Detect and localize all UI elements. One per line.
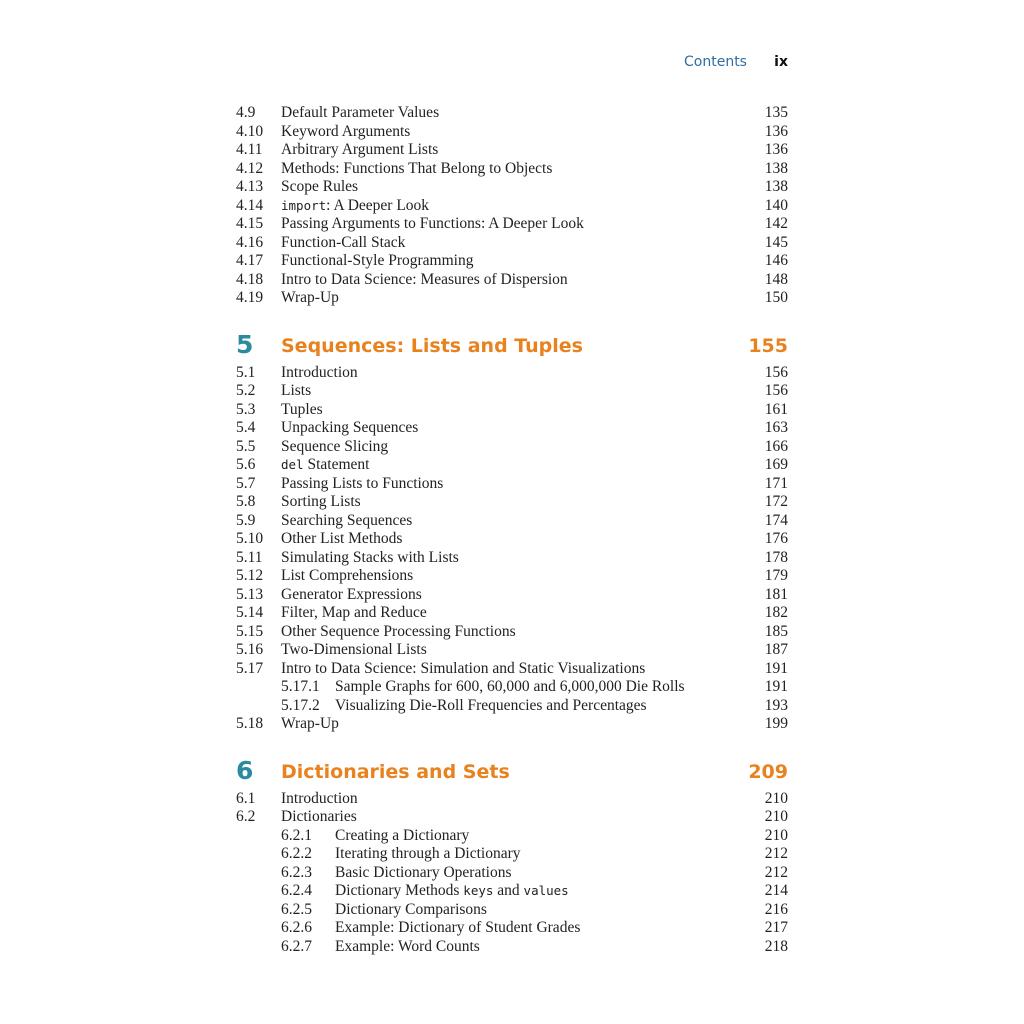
section-title: Sorting Lists [281, 493, 361, 510]
section-page: 214 [764, 882, 788, 899]
toc-section-row[interactable] [236, 808, 788, 827]
toc-section-row[interactable] [236, 475, 788, 494]
toc-section-row[interactable] [236, 604, 788, 623]
section-number: 5.7 [236, 474, 256, 492]
toc-section-row[interactable] [236, 160, 788, 179]
title-text: Statement [303, 456, 370, 473]
section-number: 6.2.4 [281, 882, 312, 899]
section-number: 4.18 [236, 270, 264, 288]
section-page: 185 [764, 622, 788, 640]
section-page: 163 [764, 419, 788, 436]
section-page: 191 [764, 678, 788, 695]
section-title: Visualizing Die-Roll Frequencies and Percentages [335, 696, 647, 714]
section-title: Iterating through a Dictionary [335, 845, 521, 862]
section-page: 161 [764, 400, 788, 418]
section-title: Arbitrary Argument Lists [281, 141, 439, 158]
title-text: and [493, 882, 524, 899]
section-page: 217 [764, 919, 788, 936]
section-page: 176 [764, 530, 788, 547]
section-page: 218 [764, 937, 788, 955]
section-title: Filter, Map and Reduce [281, 604, 427, 621]
section-page: 138 [764, 159, 788, 177]
chapter-page: 155 [748, 334, 788, 357]
toc-section-row[interactable] [236, 586, 788, 605]
section-page: 179 [764, 567, 788, 584]
section-page: 156 [764, 382, 788, 399]
toc-section-row[interactable] [236, 197, 788, 216]
chapter-5-sections [236, 364, 788, 734]
section-title: Searching Sequences [281, 511, 413, 529]
toc-subsection-row[interactable] [236, 864, 788, 883]
title-text: : A Deeper Look [326, 196, 430, 214]
chapter-4-continued-sections [236, 104, 788, 308]
section-number: 5.6 [236, 456, 256, 473]
section-number: 5.8 [236, 493, 256, 510]
chapter-heading-5[interactable] [236, 330, 788, 364]
section-number: 5.13 [236, 585, 264, 603]
chapter-number: 6 [236, 755, 254, 785]
section-number: 4.19 [236, 289, 264, 306]
code-keyword: values [523, 883, 569, 898]
title-text: Dictionary Methods [335, 882, 464, 899]
section-number: 5.17.1 [281, 678, 320, 695]
section-number: 5.18 [236, 715, 264, 732]
section-number: 5.16 [236, 641, 264, 658]
toc-section-row[interactable] [236, 660, 788, 679]
section-page: 150 [764, 289, 788, 306]
section-title: Unpacking Sequences [281, 419, 419, 436]
section-title: Default Parameter Values [281, 104, 440, 121]
toc-section-row[interactable] [236, 252, 788, 271]
section-page: 171 [764, 474, 788, 492]
section-number: 4.14 [236, 196, 264, 214]
toc-section-row[interactable] [236, 641, 788, 660]
section-title: Functional-Style Programming [281, 252, 474, 269]
code-keyword: keys [463, 883, 494, 898]
section-number: 6.2.6 [281, 919, 312, 936]
section-page: 210 [764, 826, 788, 844]
section-number: 5.17 [236, 659, 264, 677]
section-title: Wrap-Up [281, 289, 339, 306]
section-number: 5.15 [236, 622, 264, 640]
section-page: 138 [764, 178, 788, 195]
toc-section-row[interactable] [236, 401, 788, 420]
chapter-number: 5 [236, 329, 254, 359]
section-page: 182 [764, 604, 788, 621]
section-page: 191 [764, 659, 788, 677]
section-number: 5.5 [236, 437, 256, 455]
toc-section-row[interactable] [236, 123, 788, 142]
chapter-6-sections [236, 790, 788, 957]
section-title: Wrap-Up [281, 715, 339, 732]
toc-section-row[interactable] [236, 364, 788, 383]
section-page: 181 [764, 585, 788, 603]
header-title: Contents [684, 54, 747, 70]
chapter-heading-6[interactable] [236, 756, 788, 790]
section-page: 140 [764, 196, 788, 214]
section-number: 4.11 [236, 141, 263, 158]
section-number: 6.2.1 [281, 826, 312, 844]
section-title: Creating a Dictionary [335, 826, 470, 844]
table-of-contents [236, 104, 788, 956]
section-page: 178 [764, 548, 788, 566]
toc-section-row[interactable] [236, 567, 788, 586]
section-number: 4.10 [236, 122, 264, 140]
section-title [281, 197, 429, 216]
section-number: 6.2 [236, 808, 256, 825]
section-page: 187 [764, 641, 788, 658]
section-title: Example: Dictionary of Student Grades [335, 919, 581, 936]
section-number: 4.16 [236, 233, 264, 251]
section-title: Lists [281, 382, 312, 399]
section-title: Other Sequence Processing Functions [281, 622, 516, 640]
section-title: Simulating Stacks with Lists [281, 548, 459, 566]
toc-section-row[interactable] [236, 382, 788, 401]
section-page: 210 [764, 808, 788, 825]
section-number: 5.4 [236, 419, 256, 436]
chapter-title: Dictionaries and Sets [281, 760, 510, 783]
section-title: Example: Word Counts [335, 937, 480, 955]
section-title: Dictionary Comparisons [335, 900, 487, 918]
section-title: List Comprehensions [281, 567, 414, 584]
section-page: 136 [764, 122, 788, 140]
toc-subsection-row[interactable] [236, 678, 788, 697]
section-page: 169 [764, 456, 788, 473]
toc-subsection-row[interactable] [236, 827, 788, 846]
section-number: 5.14 [236, 604, 264, 621]
section-number: 5.3 [236, 400, 256, 418]
section-page: 193 [764, 696, 788, 714]
section-number: 4.12 [236, 159, 264, 177]
section-number: 6.1 [236, 789, 256, 807]
section-number: 6.2.2 [281, 845, 312, 862]
toc-section-row[interactable] [236, 289, 788, 308]
section-number: 4.9 [236, 104, 256, 121]
section-title: Keyword Arguments [281, 122, 411, 140]
toc-section-row[interactable] [236, 549, 788, 568]
chapter-page: 209 [748, 760, 788, 783]
section-number: 6.2.7 [281, 937, 312, 955]
section-title: Sample Graphs for 600, 60,000 and 6,000,000 Die Rolls [335, 678, 685, 695]
toc-section-row[interactable] [236, 178, 788, 197]
section-page: 199 [764, 715, 788, 732]
toc-subsection-row[interactable] [236, 919, 788, 938]
section-number: 4.15 [236, 215, 264, 232]
chapter-title: Sequences: Lists and Tuples [281, 334, 583, 357]
section-number: 5.11 [236, 548, 263, 566]
toc-section-row[interactable] [236, 438, 788, 457]
toc-section-row[interactable] [236, 271, 788, 290]
section-title: Two-Dimensional Lists [281, 641, 427, 658]
section-page: 146 [764, 252, 788, 269]
section-title: Other List Methods [281, 530, 403, 547]
section-number: 4.13 [236, 178, 264, 195]
section-title [335, 882, 569, 901]
toc-subsection-row[interactable] [236, 882, 788, 901]
toc-subsection-row[interactable] [236, 697, 788, 716]
toc-section-row[interactable] [236, 493, 788, 512]
toc-section-row[interactable] [236, 104, 788, 123]
section-number: 5.17.2 [281, 696, 320, 714]
section-title: Passing Arguments to Functions: A Deeper Look [281, 215, 584, 232]
section-page: 216 [764, 900, 788, 918]
section-page: 145 [764, 233, 788, 251]
section-number: 5.2 [236, 382, 256, 399]
section-page: 148 [764, 270, 788, 288]
section-title [281, 456, 369, 475]
section-page: 212 [764, 845, 788, 862]
toc-section-row[interactable] [236, 456, 788, 475]
section-title: Methods: Functions That Belong to Objects [281, 159, 553, 177]
section-page: 136 [764, 141, 788, 158]
section-title: Scope Rules [281, 178, 359, 195]
section-page: 156 [764, 363, 788, 381]
header-page-number: ix [774, 54, 788, 70]
section-number: 5.10 [236, 530, 264, 547]
section-number: 5.9 [236, 511, 256, 529]
section-page: 135 [764, 104, 788, 121]
toc-section-row[interactable] [236, 234, 788, 253]
toc-section-row[interactable] [236, 715, 788, 734]
section-page: 172 [764, 493, 788, 510]
section-title: Intro to Data Science: Measures of Dispersion [281, 270, 568, 288]
toc-subsection-row[interactable] [236, 901, 788, 920]
toc-section-row[interactable] [236, 215, 788, 234]
section-title: Function-Call Stack [281, 233, 406, 251]
section-title: Sequence Slicing [281, 437, 389, 455]
toc-section-row[interactable] [236, 512, 788, 531]
section-number: 5.1 [236, 363, 256, 381]
section-title: Dictionaries [281, 808, 357, 825]
section-number: 6.2.3 [281, 863, 312, 881]
code-keyword: del [281, 457, 304, 472]
toc-subsection-row[interactable] [236, 938, 788, 957]
section-number: 4.17 [236, 252, 264, 269]
section-title: Passing Lists to Functions [281, 474, 444, 492]
section-title: Introduction [281, 789, 358, 807]
toc-subsection-row[interactable] [236, 845, 788, 864]
toc-section-row[interactable] [236, 141, 788, 160]
code-keyword: import [281, 197, 327, 213]
section-title: Generator Expressions [281, 585, 422, 603]
toc-section-row[interactable] [236, 419, 788, 438]
section-number: 5.12 [236, 567, 264, 584]
section-number: 6.2.5 [281, 900, 312, 918]
toc-section-row[interactable] [236, 623, 788, 642]
running-header [684, 52, 790, 74]
toc-section-row[interactable] [236, 790, 788, 809]
section-title: Introduction [281, 363, 358, 381]
section-page: 142 [764, 215, 788, 232]
section-page: 166 [764, 437, 788, 455]
section-title: Basic Dictionary Operations [335, 863, 512, 881]
section-title: Tuples [281, 400, 323, 418]
section-title: Intro to Data Science: Simulation and Static Visualizations [281, 659, 646, 677]
section-page: 212 [764, 863, 788, 881]
section-page: 174 [764, 511, 788, 529]
section-page: 210 [764, 789, 788, 807]
toc-section-row[interactable] [236, 530, 788, 549]
